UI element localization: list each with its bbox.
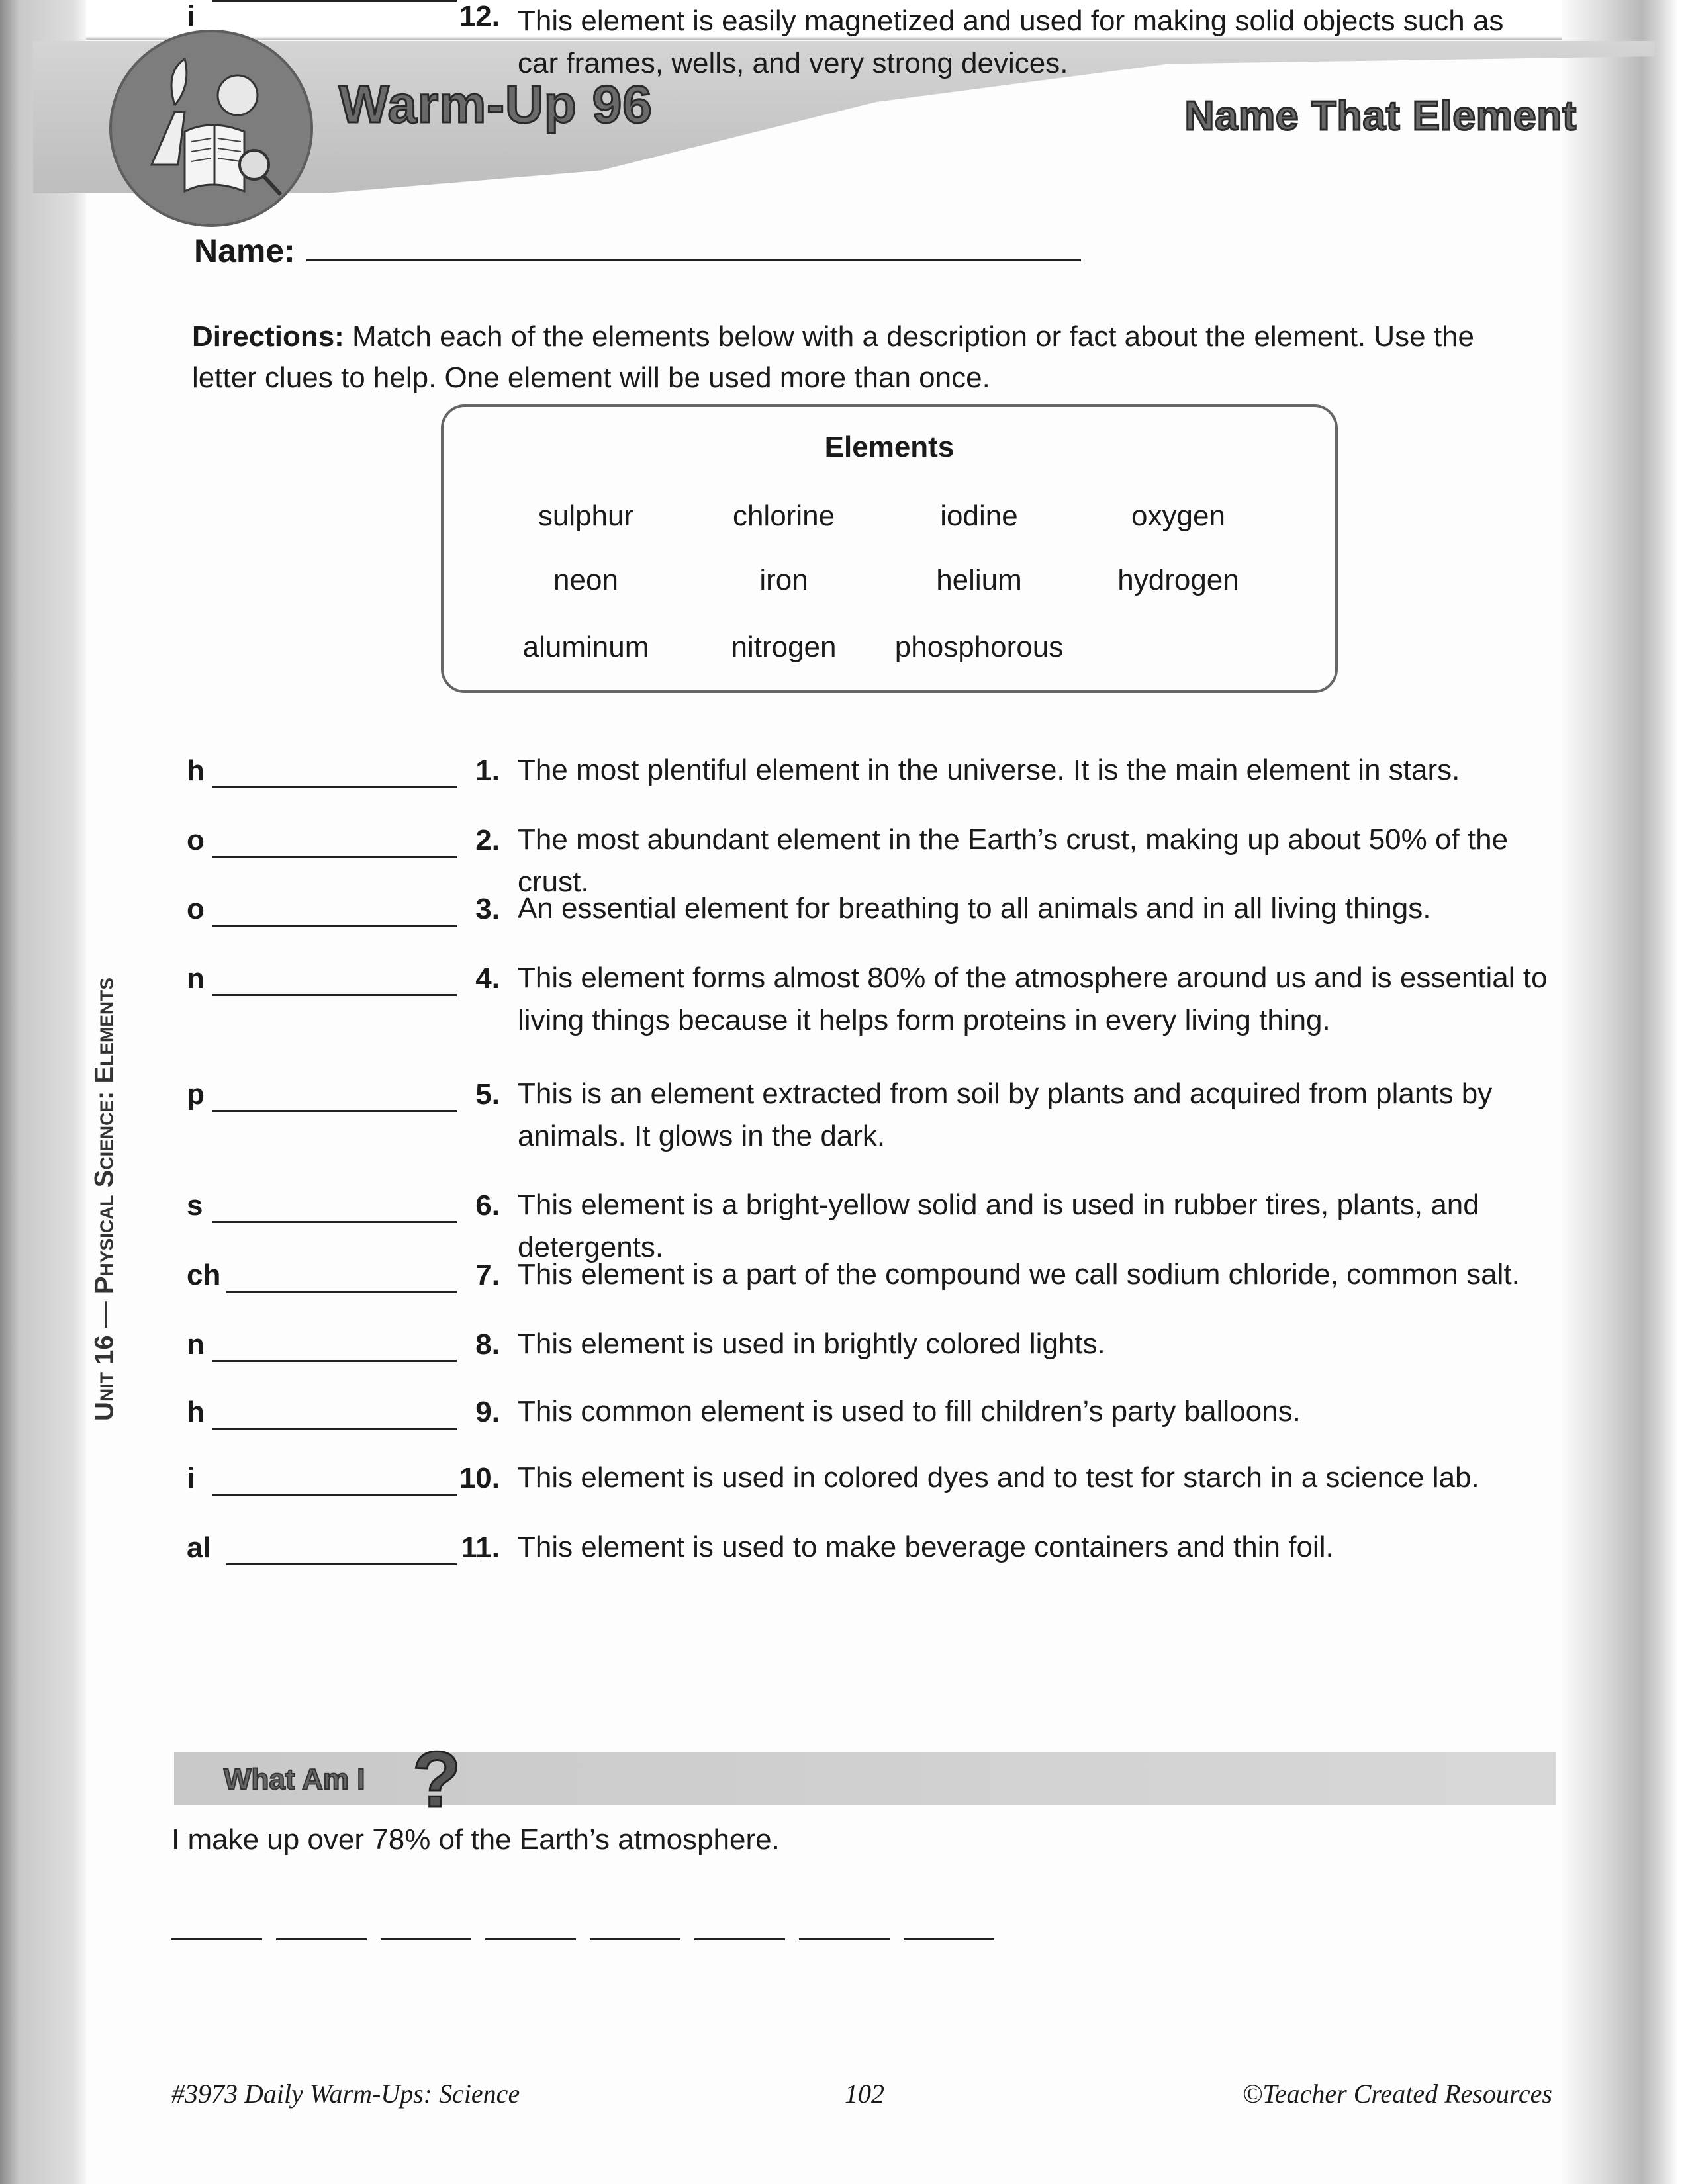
directions	[192, 316, 1542, 398]
question-number: 11.	[461, 1531, 500, 1564]
question-number: 4.	[475, 962, 500, 995]
question-number: 5.	[475, 1078, 500, 1111]
question-text: An essential element for breathing to all animals and in all living things.	[518, 892, 1431, 925]
question-text: This common element is used to fill children’s party balloons.	[518, 1395, 1301, 1428]
element-item: chlorine	[732, 500, 835, 532]
question-text: The most abundant element in the Earth’s crust, making up about 50% of the crust.	[518, 823, 1509, 898]
question-text: This element is used in brightly colored lights.	[518, 1328, 1105, 1360]
elements-title: Elements	[824, 431, 955, 463]
letter-blank[interactable]	[590, 1938, 680, 1940]
question-text: This is an element extracted from soil by plants and acquired from plants by animals. It glows in the dark.	[518, 1077, 1493, 1152]
element-item: neon	[553, 564, 618, 596]
answer-line[interactable]	[212, 1360, 457, 1362]
question-number: 9.	[475, 1396, 500, 1428]
question-number: 10.	[459, 1462, 500, 1494]
directions-label: Directions:	[192, 320, 344, 353]
answer-line[interactable]	[226, 1291, 457, 1293]
footer-copyright: ©Teacher Created Resources	[1242, 2079, 1552, 2109]
unit-side-label: Unit 16 — Physical Science: Elements	[89, 978, 119, 1421]
letter-blank[interactable]	[276, 1938, 367, 1940]
answer-line[interactable]	[212, 856, 457, 858]
what-am-i-title: What Am I	[224, 1763, 365, 1796]
element-item: sulphur	[538, 500, 634, 532]
element-item: phosphorous	[894, 631, 1064, 663]
letter-blank[interactable]	[485, 1938, 576, 1940]
question-letter-clue: o	[187, 893, 205, 925]
directions-text: Match each of the elements below with a description or fact about the element. Use the letter clues to help. One element will be used more than once.	[192, 320, 1474, 394]
answer-line[interactable]	[212, 925, 457, 927]
letter-blank[interactable]	[799, 1938, 890, 1940]
question-text: The most plentiful element in the universe. It is the main element in stars.	[518, 754, 1460, 786]
letter-blank[interactable]	[694, 1938, 785, 1940]
question-letter-clue: i	[187, 1462, 195, 1494]
element-item: hydrogen	[1117, 564, 1239, 596]
question-letter-clue: al	[187, 1531, 211, 1564]
warm-up-title: Warm-Up 96	[339, 75, 653, 134]
letter-blank[interactable]	[904, 1938, 994, 1940]
answer-line[interactable]	[212, 1110, 457, 1112]
answer-line[interactable]	[212, 994, 457, 996]
question-letter-clue: n	[187, 1328, 205, 1361]
answer-line[interactable]	[226, 1563, 457, 1565]
answer-line[interactable]	[212, 0, 457, 2]
answer-line[interactable]	[212, 1428, 457, 1430]
element-item: oxygen	[1131, 500, 1225, 532]
science-logo-icon	[109, 30, 313, 227]
question-letter-clue: p	[187, 1078, 205, 1111]
element-item: iron	[759, 564, 808, 596]
question-letter-clue: ch	[187, 1259, 221, 1291]
question-letter-clue: n	[187, 962, 205, 995]
question-number: 3.	[475, 893, 500, 925]
answer-line[interactable]	[212, 786, 457, 788]
question-letter-clue: i	[187, 0, 195, 32]
question-letter-clue: s	[187, 1189, 203, 1222]
question-number: 7.	[475, 1259, 500, 1291]
name-label: Name:	[194, 232, 295, 269]
answer-line[interactable]	[212, 1221, 457, 1223]
topic-title: Name That Element	[1184, 93, 1577, 139]
question-text: This element is a bright-yellow solid and is used in rubber tires, plants, and detergents.	[518, 1189, 1479, 1263]
question-text: This element forms almost 80% of the atmosphere around us and is essential to living things because it helps form proteins in every living thing.	[518, 962, 1548, 1036]
element-item: iodine	[940, 500, 1018, 532]
question-text: This element is used to make beverage containers and thin foil.	[518, 1531, 1334, 1563]
question-number: 2.	[475, 824, 500, 856]
question-mark-icon: ?	[412, 1735, 461, 1824]
question-text: This element is easily magnetized and used for making solid objects such as car frames, wells, and very strong devices.	[518, 5, 1504, 79]
question-number: 6.	[475, 1189, 500, 1222]
what-am-i-band	[174, 1735, 1556, 1824]
letter-blank[interactable]	[171, 1938, 262, 1940]
name-field[interactable]	[306, 259, 1081, 261]
riddle-text: I make up over 78% of the Earth’s atmosphere.	[171, 1823, 780, 1856]
question-number: 1.	[475, 754, 500, 787]
scan-edge-right	[1562, 0, 1688, 2184]
element-item: aluminum	[522, 631, 649, 663]
question-text: This element is a part of the compound we call sodium chloride, common salt.	[518, 1258, 1520, 1291]
question-text: This element is used in colored dyes and to test for starch in a science lab.	[518, 1461, 1479, 1494]
question-letter-clue: h	[187, 754, 205, 787]
question-letter-clue: h	[187, 1396, 205, 1428]
footer-book: #3973 Daily Warm-Ups: Science	[171, 2079, 520, 2109]
question-letter-clue: o	[187, 824, 205, 856]
scan-edge-left	[0, 0, 86, 2184]
letter-blank[interactable]	[381, 1938, 471, 1940]
answer-line[interactable]	[212, 1494, 457, 1496]
question-number: 8.	[475, 1328, 500, 1361]
element-item: nitrogen	[731, 631, 837, 663]
element-item: helium	[936, 564, 1022, 596]
question-number: 12.	[459, 0, 500, 32]
page-number: 102	[845, 2079, 884, 2109]
